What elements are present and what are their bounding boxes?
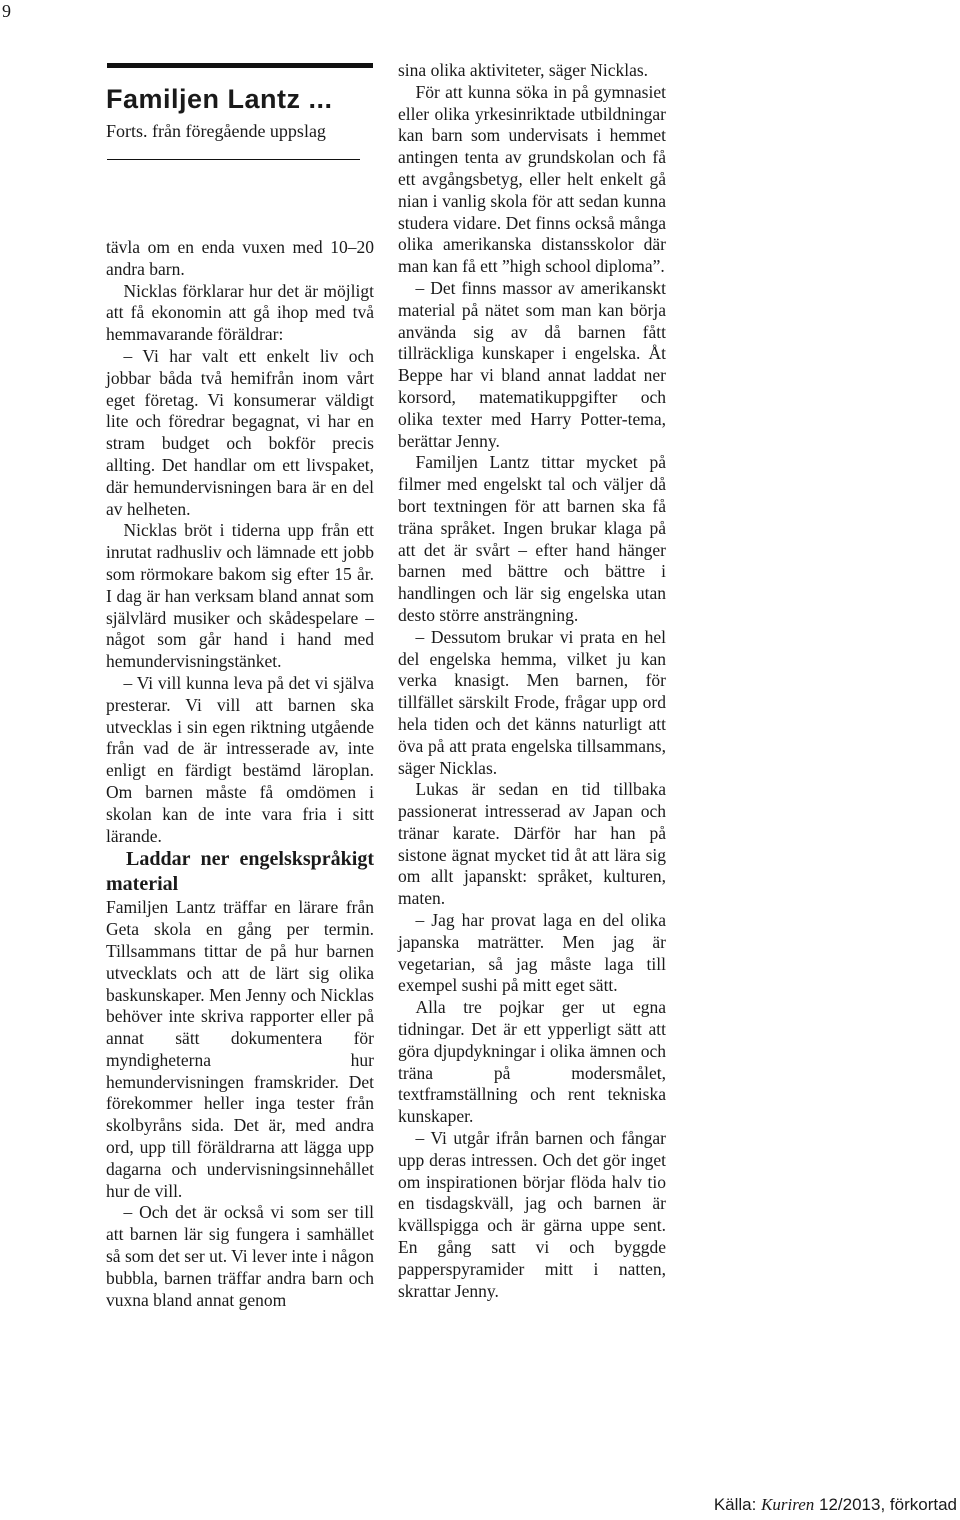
article-headline: Familjen Lantz ... bbox=[106, 84, 333, 114]
paragraph: – Det finns massor av amerikanskt material på nätet som man kan börja använda sig av då barnen fått tillräckliga kunskaper i engelska. Åt Beppe har vi bland annat laddat ner korsord, matematikuppgifter och olika texter med Harry Potter-tema, berättar Jenny. bbox=[398, 277, 666, 451]
paragraph: För att kunna söka in på gymnasiet eller olika yrkesinriktade utbildningar kan barn som undervisats i hemmet antingen tenta av grundskolan och få ett avgångsbetyg, eller helt enkelt gå nian i vanlig skola för att sedan kunna studera vidare. Det finns också många olika amerikanska distansskolor där man kan få ett ”high school diploma”. bbox=[398, 81, 666, 277]
header-top-rule bbox=[107, 63, 373, 68]
paragraph: – Och det är också vi som ser till att barnen lär sig fungera i samhället så som det ser ut. Vi lever inte i någon bubbla, barnen träffar andra barn och vuxna bland annat genom bbox=[106, 1202, 374, 1310]
paragraph: Nicklas förklarar hur det är möjligt att få ekonomin att gå ihop med två hemmavarande föräldrar: bbox=[106, 280, 374, 345]
source-prefix: Källa: bbox=[713, 1495, 762, 1514]
source-credit bbox=[714, 1494, 957, 1516]
paragraph: Alla tre pojkar ger ut egna tidningar. Det är ett ypperligt sätt att göra djupdykningar i olika ämnen och träna på modersmålet, textframställning och rent tekniska kunskaper. bbox=[398, 997, 666, 1127]
paragraph: tävla om en enda vuxen med 10–20 andra barn. bbox=[106, 237, 374, 279]
paragraph: – Vi har valt ett enkelt liv och jobbar båda två hemifrån inom vårt eget företag. Vi konsumerar väldigt lite och föredrar begagnat, vi har en stram budget och bokför precis allting. Det handlar om ett livspaket, där hemundervisningen bara är en del av helheten. bbox=[106, 345, 374, 519]
paragraph: Familjen Lantz träffar en lärare från Geta skola en gång per termin. Tillsammans tittar de på hur barnen utvecklats och att de lärt sig olika baskunskaper. Men Jenny och Nicklas behöver inte skriva rapporter eller på annat sätt dokumentera för myndigheterna hur hemundervisningen framskrider. Det förekommer heller inga tester från skolbyråns sida. Det är, med andra ord, upp till föräldrarna att lägga upp dagarna och undervisningsinnehållet hur de vill. bbox=[106, 897, 374, 1201]
paragraph: – Dessutom brukar vi prata en hel del engelska hemma, vilket ju kan verka knasigt. Men barnen, för tillfället särskilt Frode, frågar upp ord hela tiden och det känns naturligt att öva på att prata engelska tillsammans, säger Nicklas. bbox=[398, 626, 666, 778]
source-suffix: 12/2013, förkortad bbox=[814, 1495, 957, 1514]
paragraph: – Jag har provat laga en del olika japanska maträtter. Men jag är vegetarian, så jag måste laga till exempel sushi på mitt eget sätt. bbox=[398, 910, 666, 996]
page-number: 9 bbox=[2, 1, 11, 21]
paragraph: Nicklas bröt i tiderna upp från ett inrutat radhusliv och lämnade ett jobb som rörmokare bakom sig efter 15 år. I dag är han verksam bland annat som självlärd musiker och skådespelare – något som går hand i hand med hemundervisningstänket. bbox=[106, 520, 374, 672]
section-subheading: Laddar ner engelskspråkigt material bbox=[106, 848, 374, 896]
header-divider bbox=[107, 159, 360, 160]
paragraph: Familjen Lantz tittar mycket på filmer med engelskt tal och väljer då bort textningen för att barnen ska få träna språket. Ingen brukar klaga på att det är svårt – efter hand hänger barnen med bättre och bättre i handlingen och lär sig engelska utan desto större ansträngning. bbox=[398, 452, 666, 625]
article-column-2 bbox=[398, 60, 666, 1302]
paragraph: – Vi utgår ifrån barnen och fångar upp deras intressen. Och det gör inget om inspirationen börjar flöda halv tio en tisdagskväll, jag och barnen är kvällspigga och är gärna uppe sent. En gång satt vi och byggde papperspyramider mitt i natten, skrattar Jenny. bbox=[398, 1128, 666, 1301]
continuation-kicker: Forts. från föregående uppslag bbox=[106, 121, 326, 141]
article-column-1 bbox=[106, 237, 374, 1311]
source-publication: Kuriren bbox=[761, 1495, 815, 1514]
paragraph: Lukas är sedan en tid tillbaka passionerat intresserad av Japan och tränar karate. Därför har han på sistone ägnat mycket tid åt att lära sig om allt japanskt: språket, kulturen, maten. bbox=[398, 779, 666, 909]
paragraph: sina olika aktiviteter, säger Nicklas. bbox=[398, 60, 649, 80]
paragraph: – Vi vill kunna leva på det vi själva presterar. Vi vill att barnen ska utvecklas i sin egen riktning utgående från vad de är intresserade av, inte enligt en färdigt bestämd läroplan. Om barnen måste få omdömen i skolan kan de inte vara fria i sitt lärande. bbox=[106, 672, 374, 846]
